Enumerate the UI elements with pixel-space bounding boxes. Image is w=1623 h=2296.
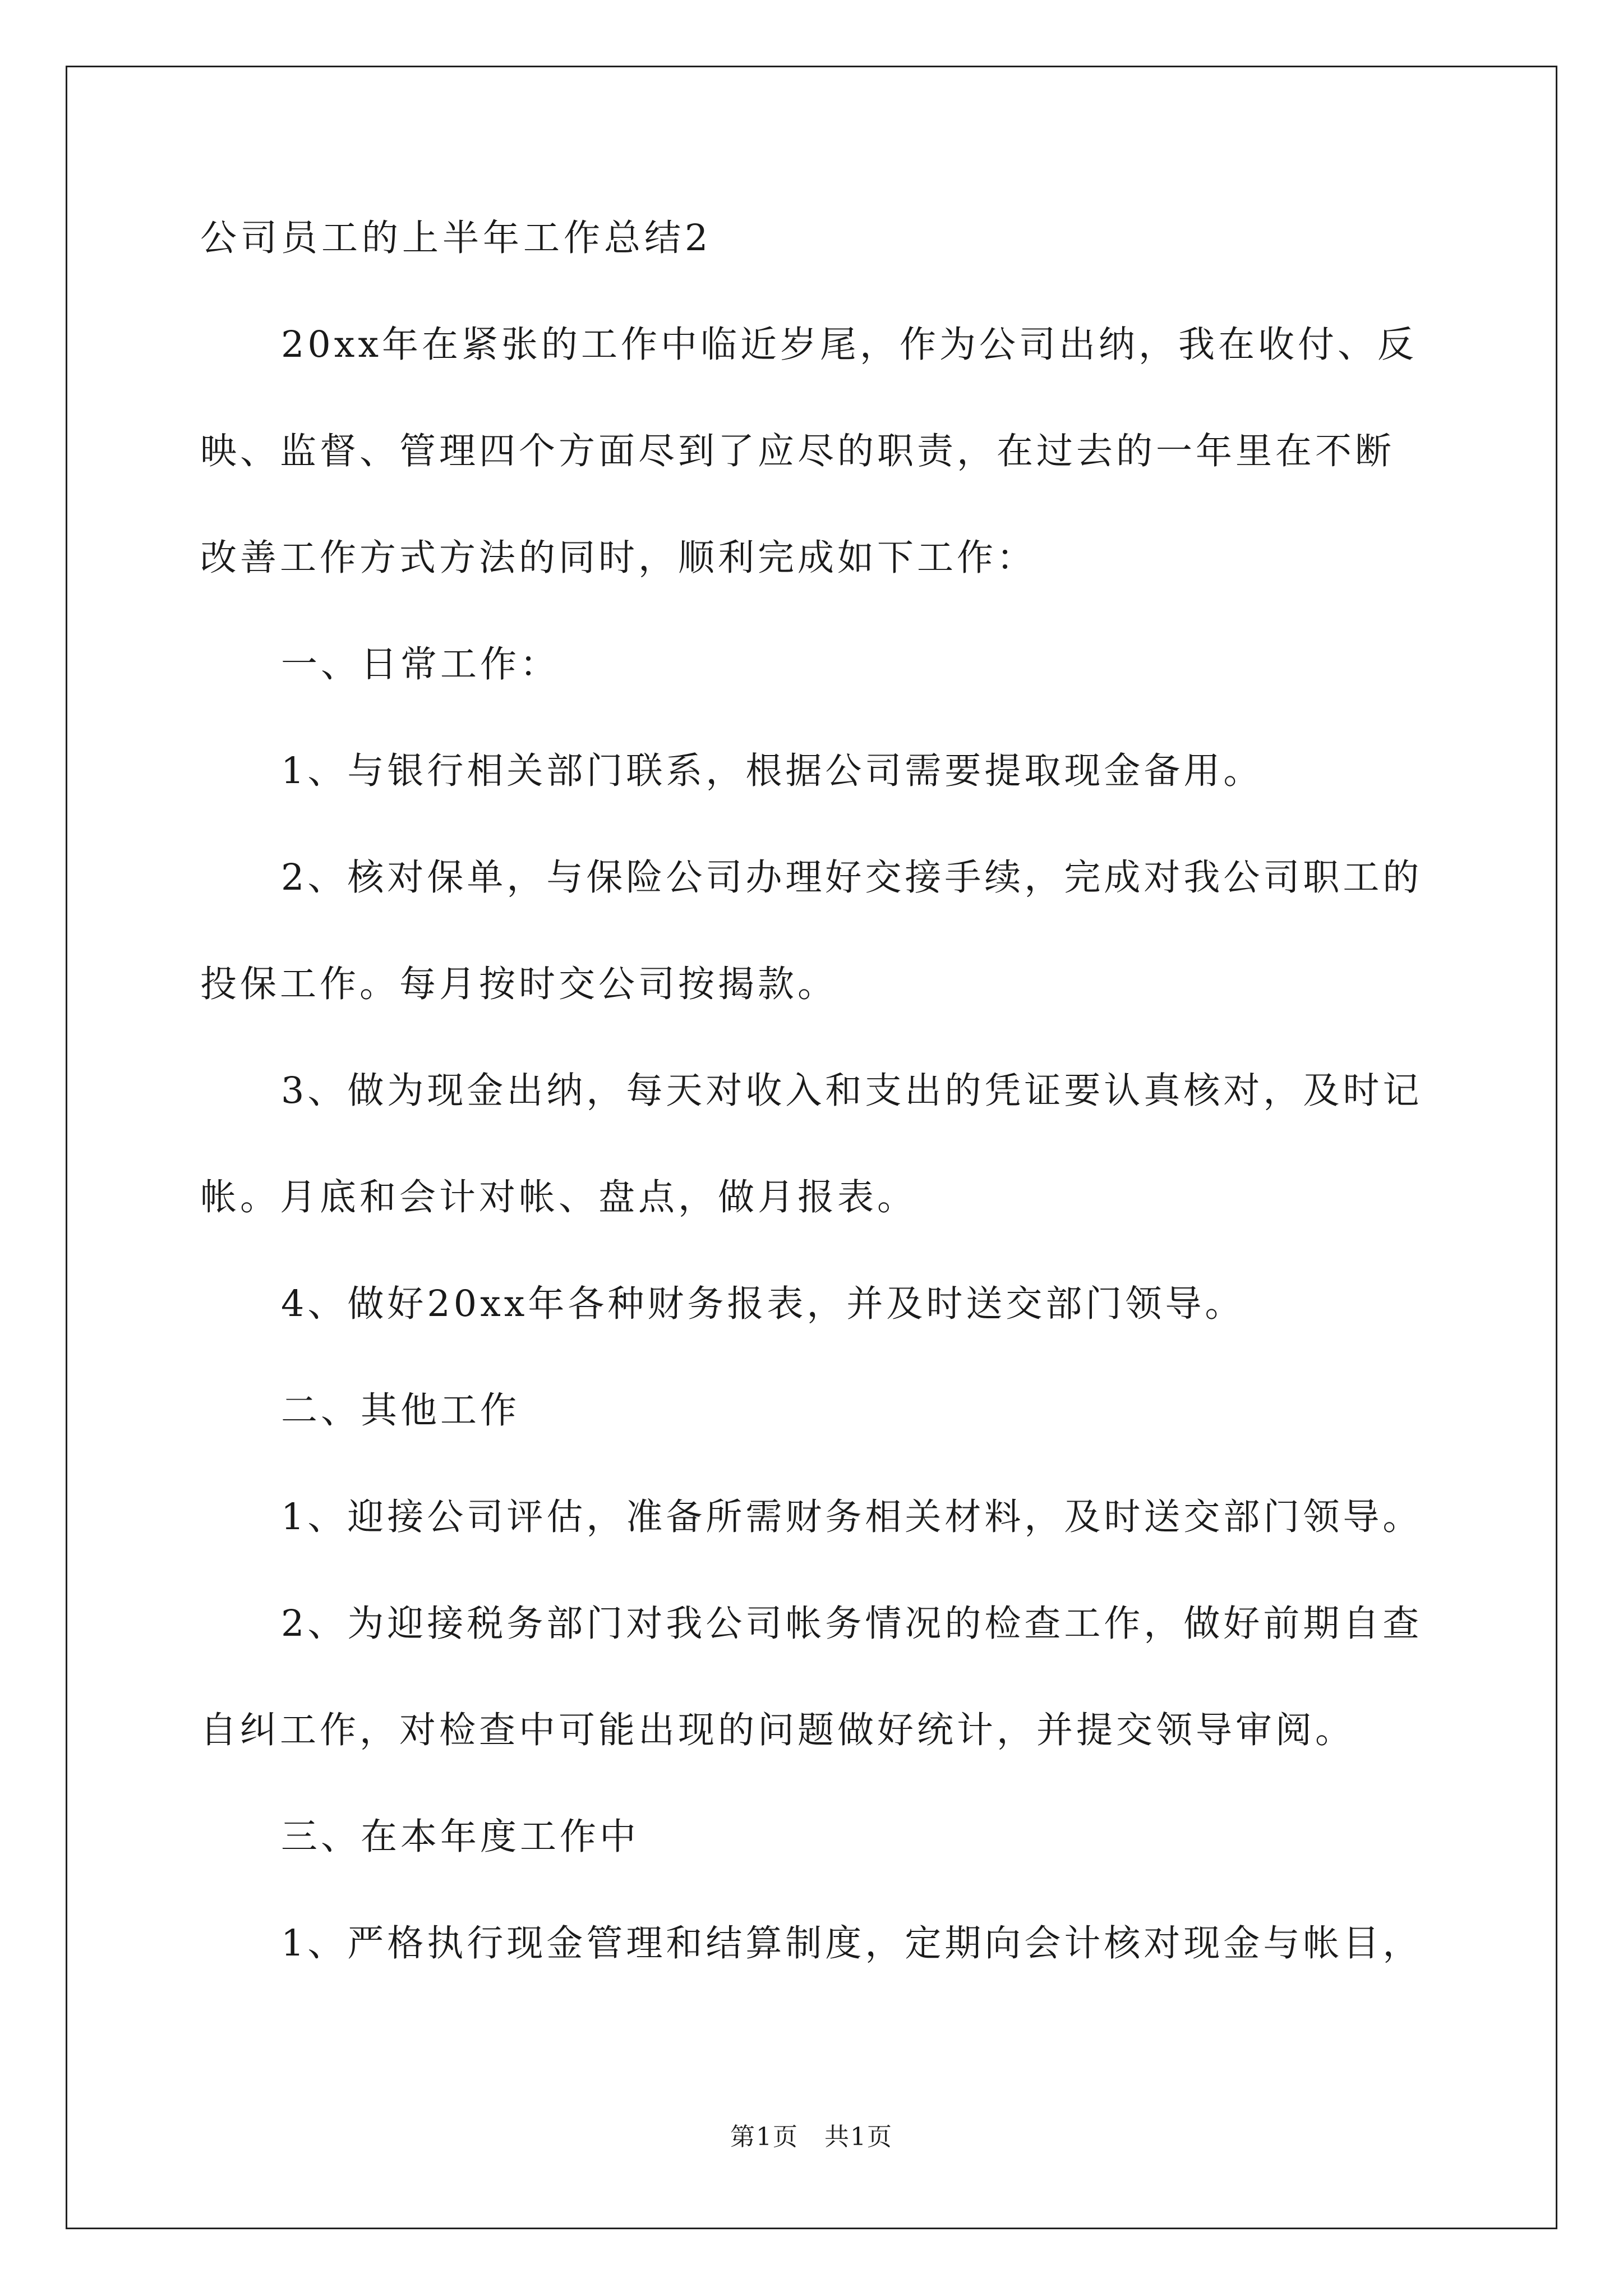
text-line: 2、为迎接税务部门对我公司帐务情况的检查工作，做好前期自查 <box>281 1603 1423 1645</box>
text-line: 一、日常工作： <box>281 643 560 685</box>
text-line: 3、做为现金出纳，每天对收入和支出的凭证要认真核对，及时记 <box>281 1070 1423 1112</box>
document-body <box>200 213 1434 1969</box>
text-line: 二、其他工作 <box>281 1389 520 1432</box>
text-line: 4、做好20xx年各种财务报表，并及时送交部门领导。 <box>281 1283 1245 1325</box>
text-line: 自纠工作，对检查中可能出现的问题做好统计，并提交领导审阅。 <box>200 1709 1355 1751</box>
text-line: 2、核对保单，与保险公司办理好交接手续，完成对我公司职工的 <box>281 857 1423 899</box>
paragraph-lines <box>200 320 1434 1969</box>
text-line: 映、监督、管理四个方面尽到了应尽的职责，在过去的一年里在不断 <box>200 430 1395 472</box>
text-line: 1、与银行相关部门联系，根据公司需要提取现金备用。 <box>281 750 1264 792</box>
page-footer: 第1页 共1页 <box>730 2123 893 2151</box>
text-line: 三、在本年度工作中 <box>281 1816 640 1858</box>
document-title: 公司员工的上半年工作总结2 <box>200 217 712 259</box>
text-line: 1、迎接公司评估，准备所需财务相关材料，及时送交部门领导。 <box>281 1496 1423 1538</box>
text-line: 20xx年在紧张的工作中临近岁尾，作为公司出纳，我在收付、反 <box>281 324 1418 366</box>
text-line: 投保工作。每月按时交公司按揭款。 <box>200 963 838 1005</box>
text-line: 1、严格执行现金管理和结算制度，定期向会计核对现金与帐目， <box>281 1922 1423 1964</box>
text-line: 帐。月底和会计对帐、盘点，做月报表。 <box>200 1176 917 1218</box>
text-line: 改善工作方式方法的同时，顺利完成如下工作： <box>200 537 1037 579</box>
